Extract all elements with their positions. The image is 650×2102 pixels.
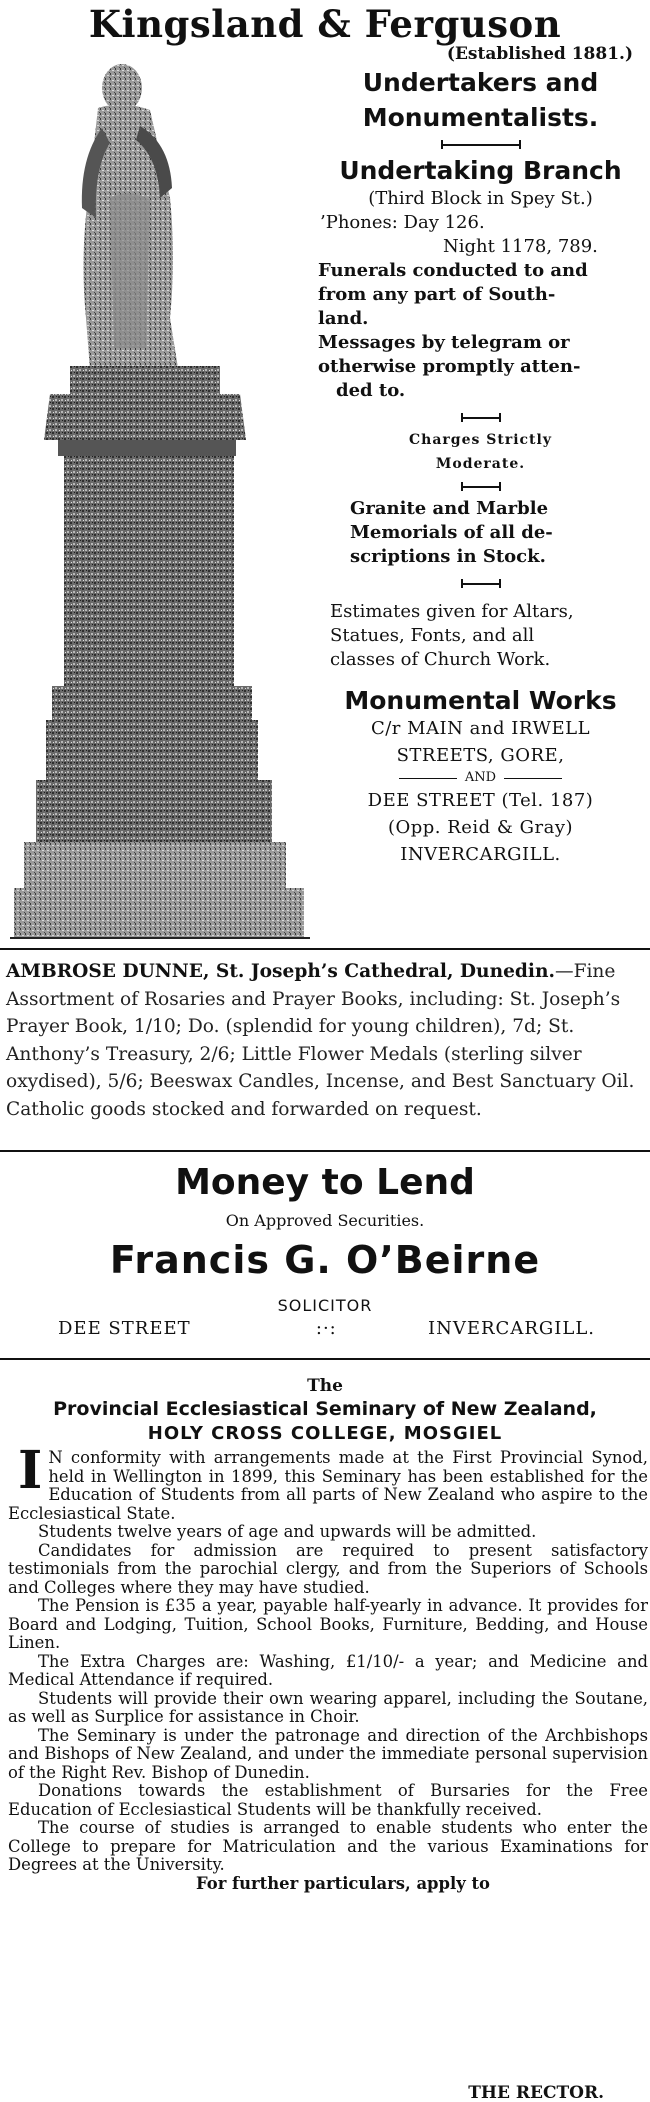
seminary-title: Provincial Ecclesiastical Seminary of New Zealand,: [53, 1398, 597, 1420]
address-line-5: INVERCARGILL.: [400, 844, 561, 865]
seminary-paragraph: The Seminary is under the patronage and direction of the Archbishops and Bishops of New Zealand, and under the immediate personal supervision of the Right Rev. Bishop of Dunedin.: [8, 1725, 648, 1782]
address-line-3: DEE STREET (Tel. 187): [367, 790, 594, 811]
kingsland-ferguson-title: Kingsland & Ferguson: [88, 2, 562, 46]
ambrose-dunne-ad: [6, 958, 642, 1123]
ornamental-rule: [461, 486, 501, 491]
drop-cap: I: [18, 1440, 43, 1501]
granite-line-1: Granite and Marble: [350, 498, 549, 519]
seminary-paragraph: Students twelve years of age and upwards will be admitted.: [38, 1522, 537, 1541]
tagline-line-2: Monumentalists.: [362, 103, 599, 132]
address-line-4: (Opp. Reid & Gray): [387, 817, 574, 838]
ambrose-dunne-heading: AMBROSE DUNNE, St. Joseph’s Cathedral, Dunedin.: [6, 961, 555, 982]
messages-line-2: otherwise promptly atten-: [318, 356, 581, 377]
seminary-paragraph: Donations towards the establishment of Bursaries for the Free Education of Ecclesiastical Students will be thankfully received.: [8, 1781, 648, 1819]
tagline-line-1: Undertakers and: [362, 68, 599, 97]
seminary-subtitle: HOLY CROSS COLLEGE, MOSGIEL: [147, 1423, 503, 1444]
estimates-line-3: classes of Church Work.: [330, 649, 551, 670]
and-word: AND: [464, 770, 497, 785]
established-note: (Established 1881.): [446, 44, 633, 64]
seminary-paragraph: The course of studies is arranged to enable students who enter the College to prepare for Matriculation and the various Examinations for Degrees at the University.: [8, 1818, 648, 1874]
granite-line-2: Memorials of all de-: [350, 522, 553, 543]
money-to-lend-title: Money to Lend: [175, 1162, 475, 1203]
seminary-paragraph: Students will provide their own wearing apparel, including the Soutane, as well as Surplice for assistance in Choir.: [8, 1688, 648, 1726]
estimates-line-1: Estimates given for Altars,: [330, 601, 574, 622]
messages-line-3: ded to.: [336, 380, 406, 401]
seminary-the: The: [307, 1376, 343, 1396]
undertaking-branch-heading: Undertaking Branch: [339, 156, 622, 185]
ornamental-rule: [441, 144, 521, 149]
funerals-line-3: land.: [318, 308, 369, 329]
funerals-line-1: Funerals conducted to and: [318, 260, 588, 281]
ad-divider: [0, 948, 650, 950]
seminary-body: [8, 1440, 648, 1893]
ad-divider: [0, 1150, 650, 1152]
solicitor-address: [0, 1318, 650, 1339]
charges-line-1: Charges Strictly: [409, 432, 552, 448]
granite-line-3: scriptions in Stock.: [350, 546, 546, 567]
seminary-signature: [0, 2083, 650, 2102]
solicitor-role: SOLICITOR: [277, 1296, 373, 1315]
money-to-lend-subtitle: On Approved Securities.: [225, 1211, 425, 1230]
monumental-works-heading: Monumental Works: [344, 686, 617, 715]
branch-location: (Third Block in Spey St.): [368, 188, 593, 209]
signature-text: THE RECTOR.: [468, 2083, 604, 2102]
seminary-closing: For further particulars, apply to: [196, 1873, 490, 1893]
ad-divider: [0, 1358, 650, 1360]
address-line-2: STREETS, GORE,: [396, 745, 565, 766]
address-line-1: C/r MAIN and IRWELL: [370, 718, 591, 739]
ambrose-dunne-body: —Fine Assortment of Rosaries and Prayer Books, including: St. Joseph’s Prayer Book, 1/10; Do. (splendid for young children), 7d; St. Anthony’s Treasury, 2/6; Little Flower Medals (sterling silver oxydised), 5/6; Beeswax Candles, Incense, and Best Sanctuary Oil. Catholic goods stocked and forwarded on request.: [6, 961, 635, 1120]
seminary-paragraph: N conformity with arrangements made at the First Provincial Synod, held in Wellington in 1899, this Seminary has been established for the Education of Students from all parts of New Zealand who aspire to the Ecclesiastical State.: [8, 1448, 648, 1523]
seminary-paragraph: The Extra Charges are: Washing, £1/10/- a year; and Medicine and Medical Attendance if required.: [8, 1651, 648, 1689]
and-divider: [318, 769, 643, 787]
funerals-line-2: from any part of South-: [318, 284, 556, 305]
seminary-paragraph: The Pension is £35 a year, payable half-yearly in advance. It provides for Board and Lodging, Tuition, School Books, Furniture, Bedding, and House Linen.: [8, 1596, 648, 1652]
separator: :·:: [315, 1318, 337, 1339]
ornamental-rule: [461, 417, 501, 422]
messages-line-1: Messages by telegram or: [318, 332, 570, 353]
town: INVERCARGILL.: [428, 1318, 595, 1339]
statue-monument-illustration: [10, 48, 310, 943]
phones-night: Night 1178, 789.: [443, 236, 598, 257]
ornamental-rule: [461, 583, 501, 588]
street: DEE STREET: [58, 1318, 191, 1339]
seminary-paragraph: Candidates for admission are required to present satisfactory testimonials from the parochial clergy, and from the Superiors of Schools and Colleges where they may have studied.: [8, 1540, 648, 1597]
estimates-line-2: Statues, Fonts, and all: [330, 625, 535, 646]
kingsland-ferguson-details: [318, 44, 643, 868]
phones-day: ’Phones: Day 126.: [320, 212, 485, 233]
charges-line-2: Moderate.: [435, 456, 526, 472]
solicitor-name: Francis G. O’Beirne: [109, 1238, 541, 1282]
